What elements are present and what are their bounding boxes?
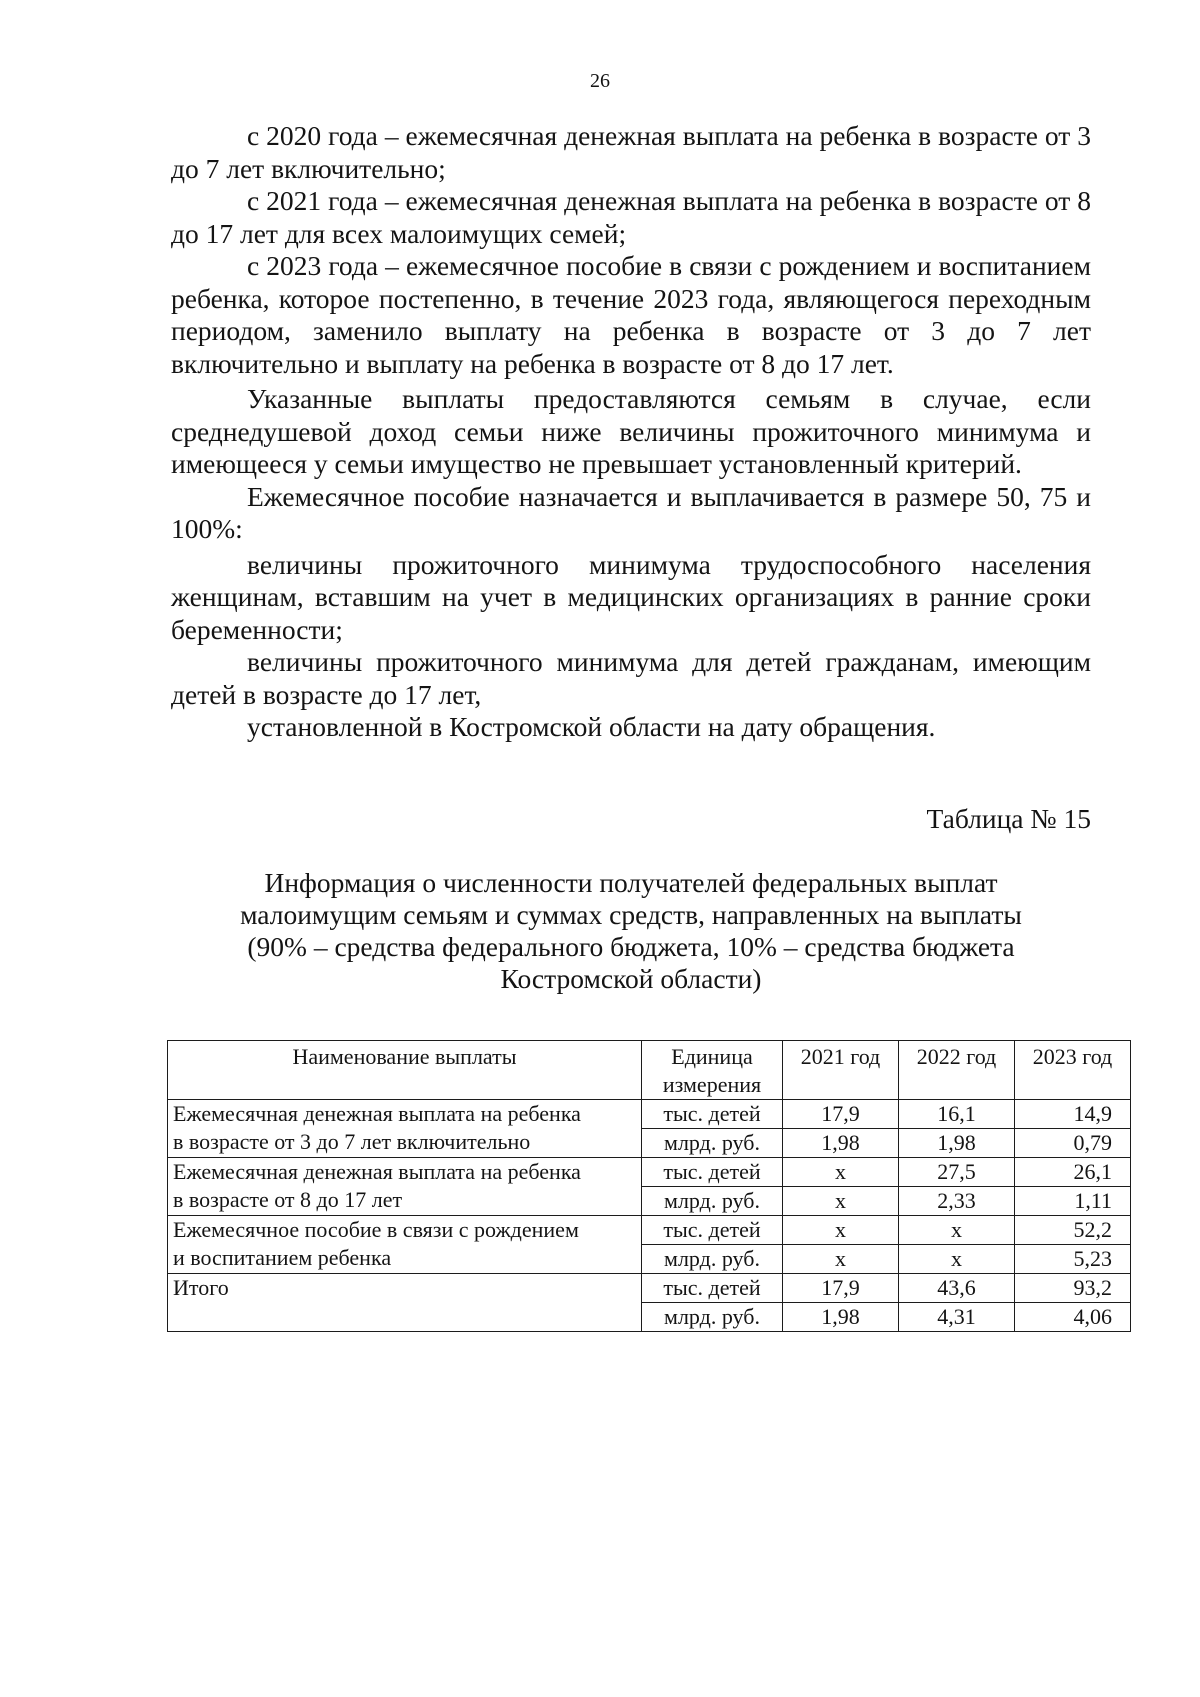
value-2022: х	[899, 1245, 1015, 1274]
unit-cell: тыс. детей	[642, 1216, 783, 1245]
paragraph: Указанные выплаты предоставляются семьям в случае, если среднедушевой доход семьи ниже величины прожиточного минимума и имеющееся у семьи имущество не превышает установленный критерий.	[171, 383, 1091, 479]
header-2023: 2023 год	[1015, 1041, 1131, 1100]
value-2021: 17,9	[783, 1100, 899, 1129]
value-2022: 43,6	[899, 1274, 1015, 1303]
table-title-line: Информация о численности получателей федеральных выплат	[264, 867, 998, 898]
table-title-line: малоимущим семьям и суммах средств, направленных на выплаты	[240, 899, 1022, 930]
unit-cell: тыс. детей	[642, 1274, 783, 1303]
value-2023: 14,9	[1015, 1100, 1131, 1129]
value-2022: 2,33	[899, 1187, 1015, 1216]
value-2022: 27,5	[899, 1158, 1015, 1187]
body-text	[171, 120, 1091, 744]
value-2023: 4,06	[1015, 1303, 1131, 1332]
value-2021: х	[783, 1187, 899, 1216]
paragraph: величины прожиточного минимума трудоспособного населения женщинам, вставшим на учет в медицинских организациях в ранние сроки беременности;	[171, 548, 1091, 645]
paragraph: с 2020 года – ежемесячная денежная выплата на ребенка в возрасте от 3 до 7 лет включительно;	[171, 120, 1091, 184]
table-header-row	[168, 1041, 1131, 1100]
value-2022: 4,31	[899, 1303, 1015, 1332]
value-2023: 52,2	[1015, 1216, 1131, 1245]
value-2021: 17,9	[783, 1274, 899, 1303]
paragraph: Ежемесячное пособие назначается и выплачивается в размере 50, 75 и 100%:	[171, 480, 1091, 544]
table-title-line: (90% – средства федерального бюджета, 10% – средства бюджета	[247, 931, 1015, 962]
value-2021: 1,98	[783, 1303, 899, 1332]
page-number: 26	[590, 70, 610, 92]
header-2022: 2022 год	[899, 1041, 1015, 1100]
value-2021: х	[783, 1245, 899, 1274]
value-2021: 1,98	[783, 1129, 899, 1158]
unit-cell: тыс. детей	[642, 1100, 783, 1129]
table-title-line: Костромской области)	[500, 963, 762, 994]
value-2022: х	[899, 1216, 1015, 1245]
value-2023: 5,23	[1015, 1245, 1131, 1274]
header-unit: Единица измерения	[642, 1041, 783, 1100]
unit-cell: млрд. руб.	[642, 1187, 783, 1216]
value-2023: 0,79	[1015, 1129, 1131, 1158]
value-2022: 1,98	[899, 1129, 1015, 1158]
payment-name: Ежемесячная денежная выплата на ребенка в возрасте от 8 до 17 лет	[168, 1158, 642, 1216]
value-2022: 16,1	[899, 1100, 1015, 1129]
paragraph: величины прожиточного минимума для детей гражданам, имеющим детей в возрасте до 17 лет,	[171, 646, 1091, 710]
value-2021: х	[783, 1216, 899, 1245]
payment-name: Ежемесячное пособие в связи с рождением и воспитанием ребенка	[168, 1216, 642, 1274]
paragraph: установленной в Костромской области на дату обращения.	[247, 711, 936, 742]
table-row	[168, 1100, 1131, 1129]
header-name: Наименование выплаты	[168, 1041, 642, 1100]
paragraph: с 2023 года – ежемесячное пособие в связи с рождением и воспитанием ребенка, которое постепенно, в течение 2023 года, являющегося переходным периодом, заменило выплату на ребенка в возрасте от 3 до 7 лет включительно и выплату на ребенка в возрасте от 8 до 17 лет.	[171, 250, 1091, 379]
payment-name: Ежемесячная денежная выплата на ребенка в возрасте от 3 до 7 лет включительно	[168, 1100, 642, 1158]
payments-table	[167, 1040, 1131, 1332]
unit-cell: млрд. руб.	[642, 1303, 783, 1332]
value-2023: 26,1	[1015, 1158, 1131, 1187]
value-2023: 93,2	[1015, 1274, 1131, 1303]
payment-name: Итого	[168, 1274, 642, 1332]
unit-cell: млрд. руб.	[642, 1245, 783, 1274]
header-2021: 2021 год	[783, 1041, 899, 1100]
table-row	[168, 1216, 1131, 1245]
table-row	[168, 1158, 1131, 1187]
table-row-total	[168, 1274, 1131, 1303]
unit-cell: млрд. руб.	[642, 1129, 783, 1158]
value-2021: х	[783, 1158, 899, 1187]
unit-cell: тыс. детей	[642, 1158, 783, 1187]
value-2023: 1,11	[1015, 1187, 1131, 1216]
table-title	[171, 867, 1091, 995]
table-label: Таблица № 15	[926, 803, 1091, 834]
paragraph: с 2021 года – ежемесячная денежная выплата на ребенка в возрасте от 8 до 17 лет для всех малоимущих семей;	[171, 185, 1091, 249]
